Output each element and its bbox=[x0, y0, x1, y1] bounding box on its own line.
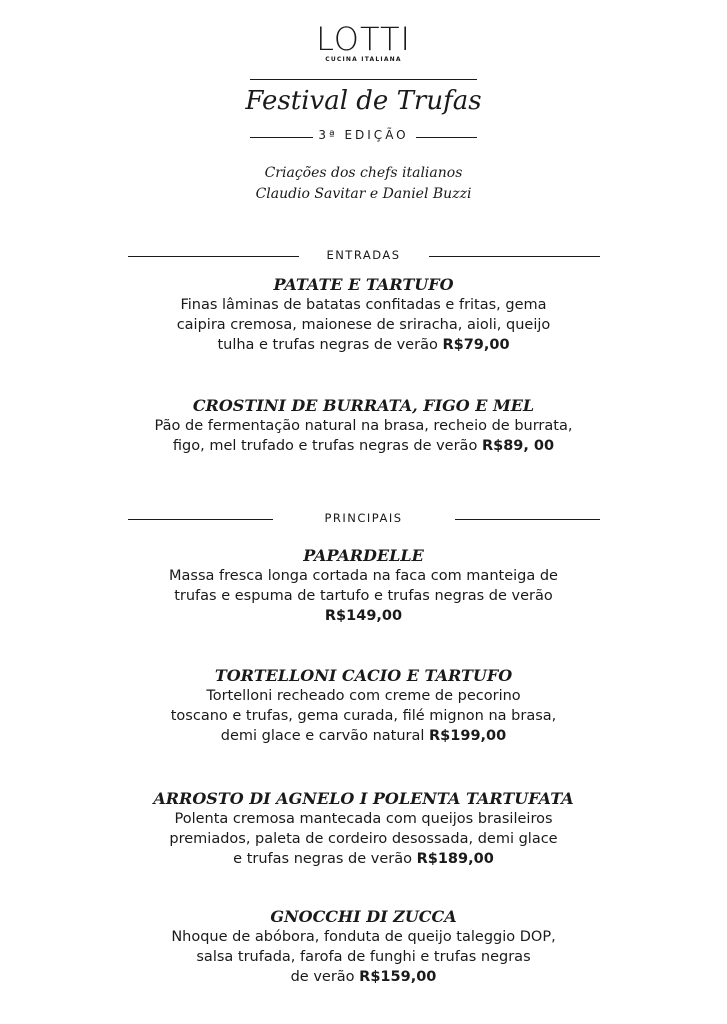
item-desc-line: Nhoque de abóbora, fonduta de queijo taleggio DOP, bbox=[171, 929, 556, 945]
item-name: CROSTINI DE BURRATA, FIGO E MEL bbox=[192, 396, 535, 415]
menu-item bbox=[0, 396, 727, 456]
menu-item bbox=[0, 666, 727, 746]
item-desc-line: tulha e trufas negras de verão bbox=[217, 337, 438, 353]
item-desc-line: Massa fresca longa cortada na faca com manteiga de bbox=[169, 568, 558, 584]
edition-label: 3ª EDIÇÃO bbox=[318, 128, 409, 142]
item-desc-line: caipira cremosa, maionese de sriracha, aioli, queijo bbox=[176, 317, 551, 333]
item-name: PATATE E TARTUFO bbox=[273, 275, 454, 294]
principais-rule-right bbox=[455, 519, 600, 520]
item-name: PAPARDELLE bbox=[303, 546, 424, 565]
item-desc-line: figo, mel trufado e trufas negras de verão bbox=[172, 438, 478, 454]
item-desc-line: de verão bbox=[290, 969, 355, 985]
item-desc-line: premiados, paleta de cordeiro desossada, demi glace bbox=[169, 831, 558, 847]
item-desc-line: e trufas negras de verão bbox=[233, 851, 412, 867]
entradas-rule-right bbox=[429, 256, 600, 257]
item-price: R$199,00 bbox=[429, 728, 507, 744]
menu-item bbox=[0, 275, 727, 355]
section-label-principais: PRINCIPAIS bbox=[324, 511, 403, 525]
item-desc-line: Tortelloni recheado com creme de pecorino bbox=[206, 688, 521, 704]
menu-item bbox=[0, 907, 727, 987]
logo-tagline: CUCINA ITALIANA bbox=[325, 56, 402, 63]
item-desc-line: salsa trufada, farofa de funghi e trufas negras bbox=[196, 949, 531, 965]
chefs-line-1: Criações dos chefs italianos bbox=[264, 165, 463, 181]
item-price: R$79,00 bbox=[442, 337, 510, 353]
item-description bbox=[0, 416, 727, 456]
chefs-line-2: Claudio Savitar e Daniel Buzzi bbox=[255, 186, 472, 202]
header-top-rule bbox=[250, 79, 477, 80]
item-description bbox=[0, 927, 727, 987]
item-desc-line: Pão de fermentação natural na brasa, recheio de burrata, bbox=[154, 418, 573, 434]
item-desc-line: trufas e espuma de tartufo e trufas negras de verão bbox=[174, 588, 553, 604]
item-desc-line: Finas lâminas de batatas confitadas e fritas, gema bbox=[180, 297, 547, 313]
item-description bbox=[0, 809, 727, 869]
item-desc-line: Polenta cremosa mantecada com queijos brasileiros bbox=[174, 811, 553, 827]
menu-item bbox=[0, 789, 727, 869]
edition-rule-right bbox=[416, 137, 477, 138]
item-name: TORTELLONI CACIO E TARTUFO bbox=[214, 666, 513, 685]
logo bbox=[0, 22, 727, 63]
item-description bbox=[0, 295, 727, 355]
item-name: ARROSTO DI AGNELO I POLENTA TARTUFATA bbox=[153, 789, 574, 808]
menu-item bbox=[0, 546, 727, 626]
page-title: Festival de Trufas bbox=[245, 86, 482, 116]
item-price: R$159,00 bbox=[359, 969, 437, 985]
chefs-credit bbox=[0, 163, 727, 205]
item-price: R$149,00 bbox=[324, 608, 403, 624]
item-description bbox=[0, 566, 727, 626]
item-desc-line: toscano e trufas, gema curada, filé mignon na brasa, bbox=[170, 708, 557, 724]
item-price: R$89, 00 bbox=[481, 438, 555, 454]
item-price: R$189,00 bbox=[416, 851, 494, 867]
logo-wordmark: LOTTI bbox=[316, 20, 411, 58]
item-name: GNOCCHI DI ZUCCA bbox=[270, 907, 457, 926]
item-desc-line: demi glace e carvão natural bbox=[220, 728, 425, 744]
item-description bbox=[0, 686, 727, 746]
section-label-entradas: ENTRADAS bbox=[326, 248, 401, 262]
